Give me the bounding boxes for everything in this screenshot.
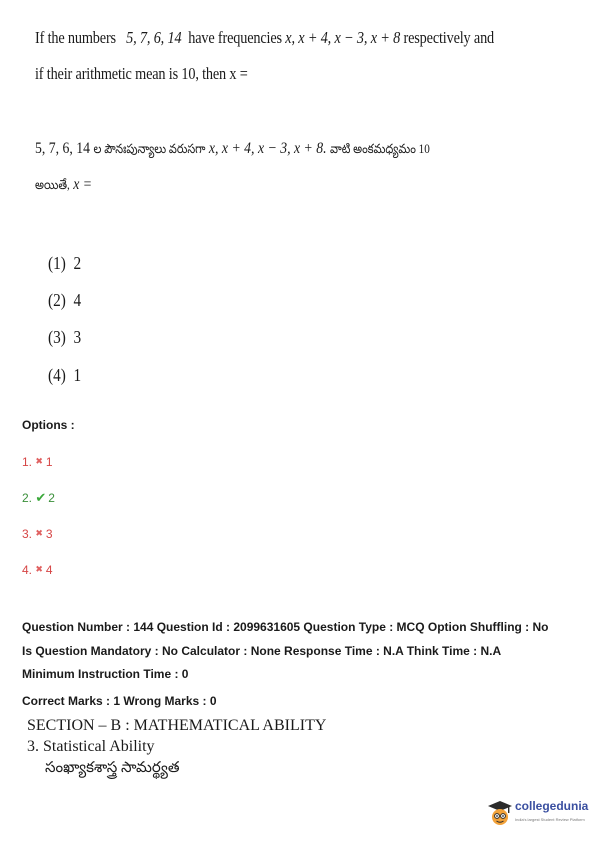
question-text: have frequencies: [188, 28, 282, 47]
wrong-mark-icon: ✖: [35, 528, 43, 538]
question-line-1: [35, 28, 494, 48]
choice-2: [48, 290, 81, 311]
question-frequencies: x, x + 4, x − 3, x + 8: [285, 28, 401, 47]
question-meta-line-1: Question Number : 144 Question Id : 2099631605 Question Type : MCQ Option Shuffling : No: [22, 620, 549, 634]
section-title: SECTION – B : MATHEMATICAL ABILITY: [27, 717, 327, 734]
choice-number: (1): [48, 253, 66, 273]
choice-number: (2): [48, 290, 66, 310]
question-te-text: వాటి అంకమధ్యమం 10: [330, 141, 430, 156]
question-te-text: అయితే,: [35, 177, 70, 192]
option-prefix: 4.: [22, 563, 33, 577]
question-te-line-1: [35, 140, 430, 160]
mascot-icon: [487, 799, 513, 829]
options-heading: Options :: [22, 418, 75, 432]
question-text: If the numbers: [35, 28, 116, 47]
option-3[interactable]: [22, 527, 53, 541]
logo-name: collegedunia: [515, 799, 589, 813]
wrong-mark-icon: ✖: [35, 564, 43, 574]
option-4[interactable]: [22, 563, 53, 577]
option-prefix: 2.: [22, 491, 33, 505]
question-te-line-2: [35, 176, 92, 196]
collegedunia-logo: [487, 797, 587, 831]
question-meta-line-3: Minimum Instruction Time : 0: [22, 667, 189, 681]
option-value: 2: [48, 491, 55, 505]
question-te-frequencies: x, x + 4, x − 3, x + 8.: [208, 140, 327, 157]
option-1[interactable]: [22, 455, 53, 469]
choice-4: [48, 365, 81, 386]
option-value: 1: [45, 455, 53, 469]
choice-number: (3): [48, 327, 66, 347]
wrong-mark-icon: ✖: [35, 456, 43, 466]
section-subtitle-te: సంఖ్యాకశాస్త్ర సామర్థ్యత: [45, 760, 180, 776]
choice-1: [48, 253, 81, 274]
choice-value: 3: [73, 327, 82, 347]
section-subtitle: 3. Statistical Ability: [27, 738, 155, 755]
option-value: 3: [45, 527, 53, 541]
option-value: 4: [45, 563, 53, 577]
option-prefix: 3.: [22, 527, 33, 541]
question-meta-line-2: Is Question Mandatory : No Calculator : None Response Time : N.A Think Time : N.A: [22, 644, 502, 658]
choice-value: 2: [73, 253, 82, 273]
choice-value: 4: [73, 290, 82, 310]
question-numbers: 5, 7, 6, 14: [126, 28, 182, 47]
question-line-2: if their arithmetic mean is 10, then x =: [35, 64, 248, 83]
check-mark-icon: ✔: [35, 490, 47, 505]
option-prefix: 1.: [22, 455, 33, 469]
choice-value: 1: [73, 365, 82, 385]
question-te-numbers: 5, 7, 6, 14: [35, 140, 91, 157]
question-text: respectively and: [403, 28, 495, 47]
logo-tagline: India's largest Student Review Platform: [515, 817, 585, 822]
choice-3: [48, 327, 81, 348]
question-te-text: ల పౌనఃపున్యాలు వరుసగా: [93, 141, 206, 156]
question-meta-line-4: Correct Marks : 1 Wrong Marks : 0: [22, 694, 217, 708]
option-2[interactable]: [22, 490, 55, 506]
question-te-variable: x =: [73, 176, 93, 193]
choice-number: (4): [48, 365, 66, 385]
